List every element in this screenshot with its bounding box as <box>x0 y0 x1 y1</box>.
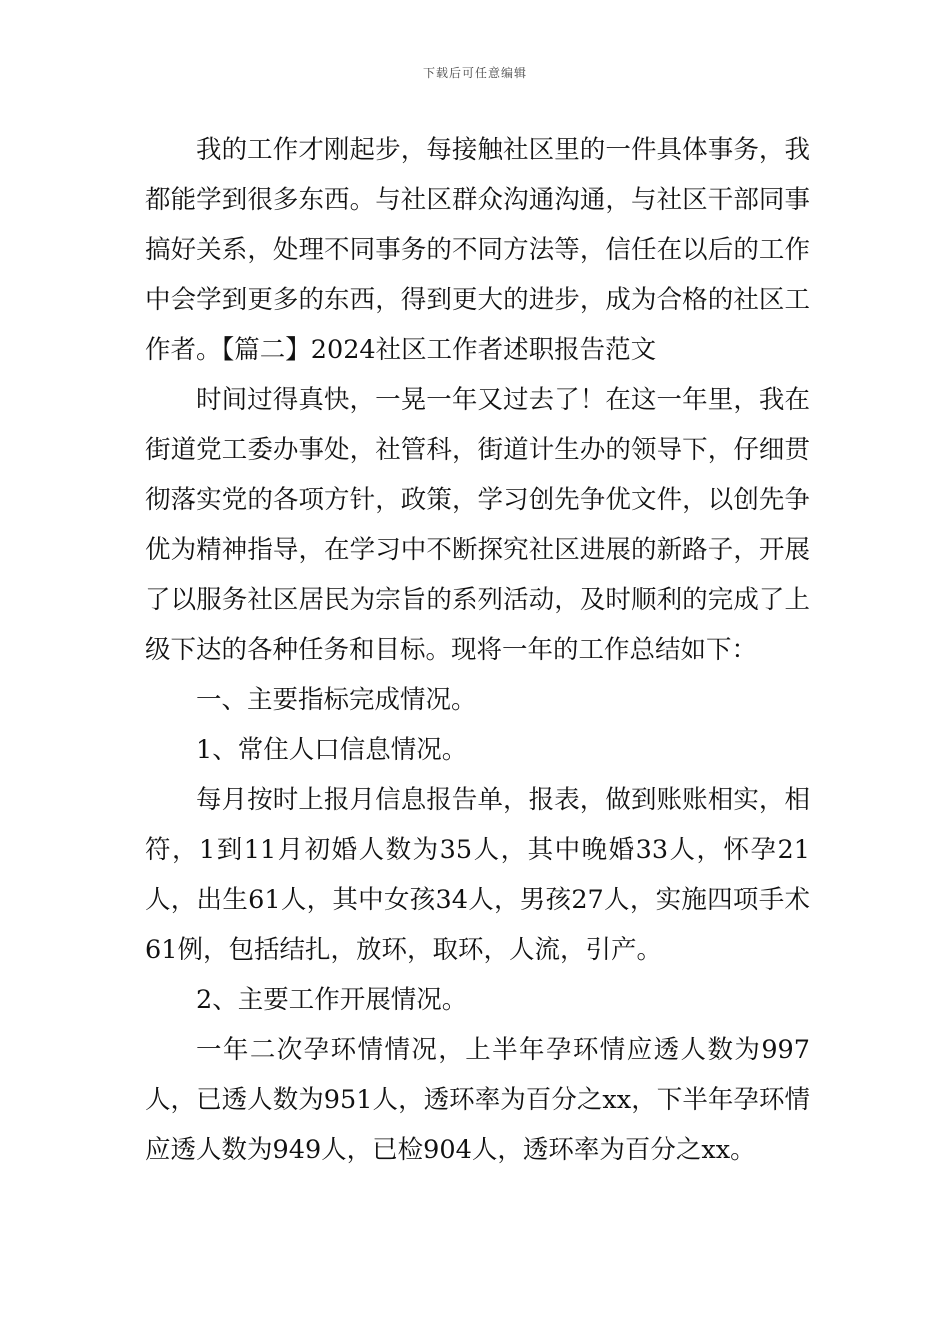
section-heading-1: 一、主要指标完成情况。 <box>196 685 477 715</box>
subsection-heading-1: 1、常住人口信息情况。 <box>196 735 468 765</box>
paragraph-1: 我的工作才刚起步，每接触社区里的一件具体事务，我都能学到很多东西。与社区群众沟通沟通，与社区干部同事搞好关系，处理不同事务的不同方法等，信任在以后的工作中会学到更多的东西，得到更大的进步，成为合格的社区工作者。【篇二】2024社区工作者述职报告范文 <box>145 135 810 365</box>
paragraph-4: 一年二次孕环情情况，上半年孕环情应透人数为997人，已透人数为951人，透环率为百分之xx，下半年孕环情应透人数为949人，已检904人，透环率为百分之xx。 <box>145 1035 810 1165</box>
paragraph-3: 每月按时上报月信息报告单，报表，做到账账相实，相符，1到11月初婚人数为35人，其中晚婚33人，怀孕21人，出生61人，其中女孩34人，男孩27人，实施四项手术61例，包括结扎，放环，取环，人流，引产。 <box>145 785 810 965</box>
document-body <box>145 125 810 1175</box>
subsection-heading-2: 2、主要工作开展情况。 <box>196 985 468 1015</box>
page-header: 下载后可任意编辑 <box>422 66 527 80</box>
paragraph-2: 时间过得真快，一晃一年又过去了！在这一年里，我在街道党工委办事处，社管科，街道计生办的领导下，仔细贯彻落实党的各项方针，政策，学习创先争优文件，以创先争优为精神指导，在学习中不断探究社区进展的新路子，开展了以服务社区居民为宗旨的系列活动，及时顺利的完成了上级下达的各种任务和目标。现将一年的工作总结如下： <box>145 385 810 665</box>
